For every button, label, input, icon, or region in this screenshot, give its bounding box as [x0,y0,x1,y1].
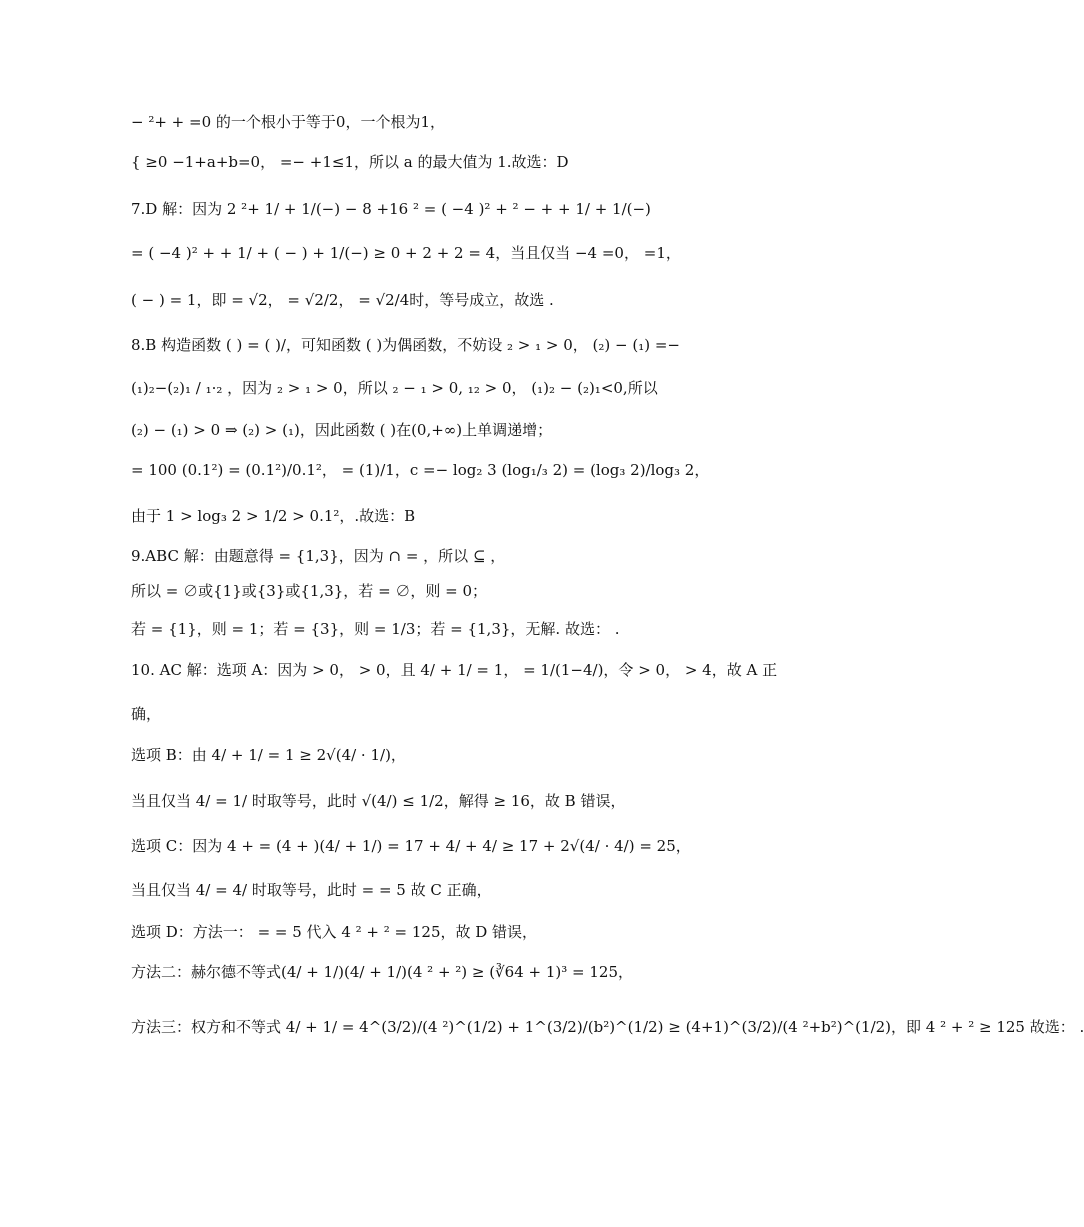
text-line: 确， [131,705,162,723]
text-line: 选项 C：因为 4 + = (4 + )(4/ + 1/) = 17 + 4/ + 4/ ≥ 17 + 2√(4/ · 4/) = 25， [131,837,691,855]
text-line: − ²+ + =0 的一个根小于等于0，一个根为1， [131,113,445,131]
text-line: 方法三：权方和不等式 4/ + 1/ = 4^(3/2)/(4 ²)^(1/2) + 1^(3/2)/(b²)^(1/2) ≥ (4+1)^(3/2)/(4 ²+b²)^(1/2)，即 4 ² + ² ≥ 125 故选： . [131,1018,1084,1036]
text-line: 当且仅当 4/ = 1/ 时取等号，此时 √(4/) ≤ 1/2，解得 ≥ 16，故 B 错误， [131,792,626,810]
text-line: 方法二：赫尔德不等式(4/ + 1/)(4/ + 1/)(4 ² + ²) ≥ (∛64 + 1)³ = 125， [131,963,634,981]
text-line: 9.ABC 解：由题意得 = {1,3}，因为 ∩ = ，所以 ⊆ ， [131,547,506,565]
text-line: 当且仅当 4/ = 4/ 时取等号，此时 = = 5 故 C 正确， [131,881,492,899]
text-line: 7.D 解：因为 2 ²+ 1/ + 1/(−) − 8 +16 ² = ( −4 )² + ² − + + 1/ + 1/(−) [131,200,651,218]
text-line: 所以 = ∅或{1}或{3}或{1,3}，若 = ∅，则 = 0； [131,582,488,600]
text-line: 选项 B：由 4/ + 1/ = 1 ≥ 2√(4/ · 1/)， [131,746,406,764]
text-line: 选项 D：方法一： = = 5 代入 4 ² + ² = 125，故 D 错误， [131,923,538,941]
text-line: (₂) − (₁) > 0 ⇒ (₂) > (₁)，因此函数 ( )在(0,+∞)上单调递增； [131,421,553,439]
text-line: 由于 1 > log₃ 2 > 1/2 > 0.1²，.故选：B [131,507,416,525]
text-line: = ( −4 )² + + 1/ + ( − ) + 1/(−) ≥ 0 + 2 + 2 = 4，当且仅当 −4 =0， =1， [131,244,681,262]
text-line: { ≥0 −1+a+b=0， =− +1≤1，所以 a 的最大值为 1.故选：D [131,153,569,171]
text-line: 10. AC 解：选项 A：因为 > 0， > 0，且 4/ + 1/ = 1， = 1/(1−4/)，令 > 0， > 4，故 A 正 [131,661,778,679]
text-line: 8.B 构造函数 ( ) = ( )/，可知函数 ( )为偶函数，不妨设 ₂ > ₁ > 0， (₂) − (₁) =− [131,336,680,354]
text-line: = 100 (0.1²) = (0.1²)/0.1²， = (1)/1，c =− log₂ 3 (log₁/₃ 2) = (log₃ 2)/log₃ 2， [131,461,710,479]
text-line: 若 = {1}，则 = 1；若 = {3}，则 = 1/3；若 = {1,3}，无解. 故选： . [131,620,620,638]
text-line: ( − ) = 1，即 = √2， = √2/2， = √2/4时，等号成立，故选 . [131,291,554,309]
text-line: (₁)₂−(₂)₁ / ₁·₂ ，因为 ₂ > ₁ > 0，所以 ₂ − ₁ > 0, ₁₂ > 0， (₁)₂ − (₂)₁<0,所以 [131,379,658,397]
